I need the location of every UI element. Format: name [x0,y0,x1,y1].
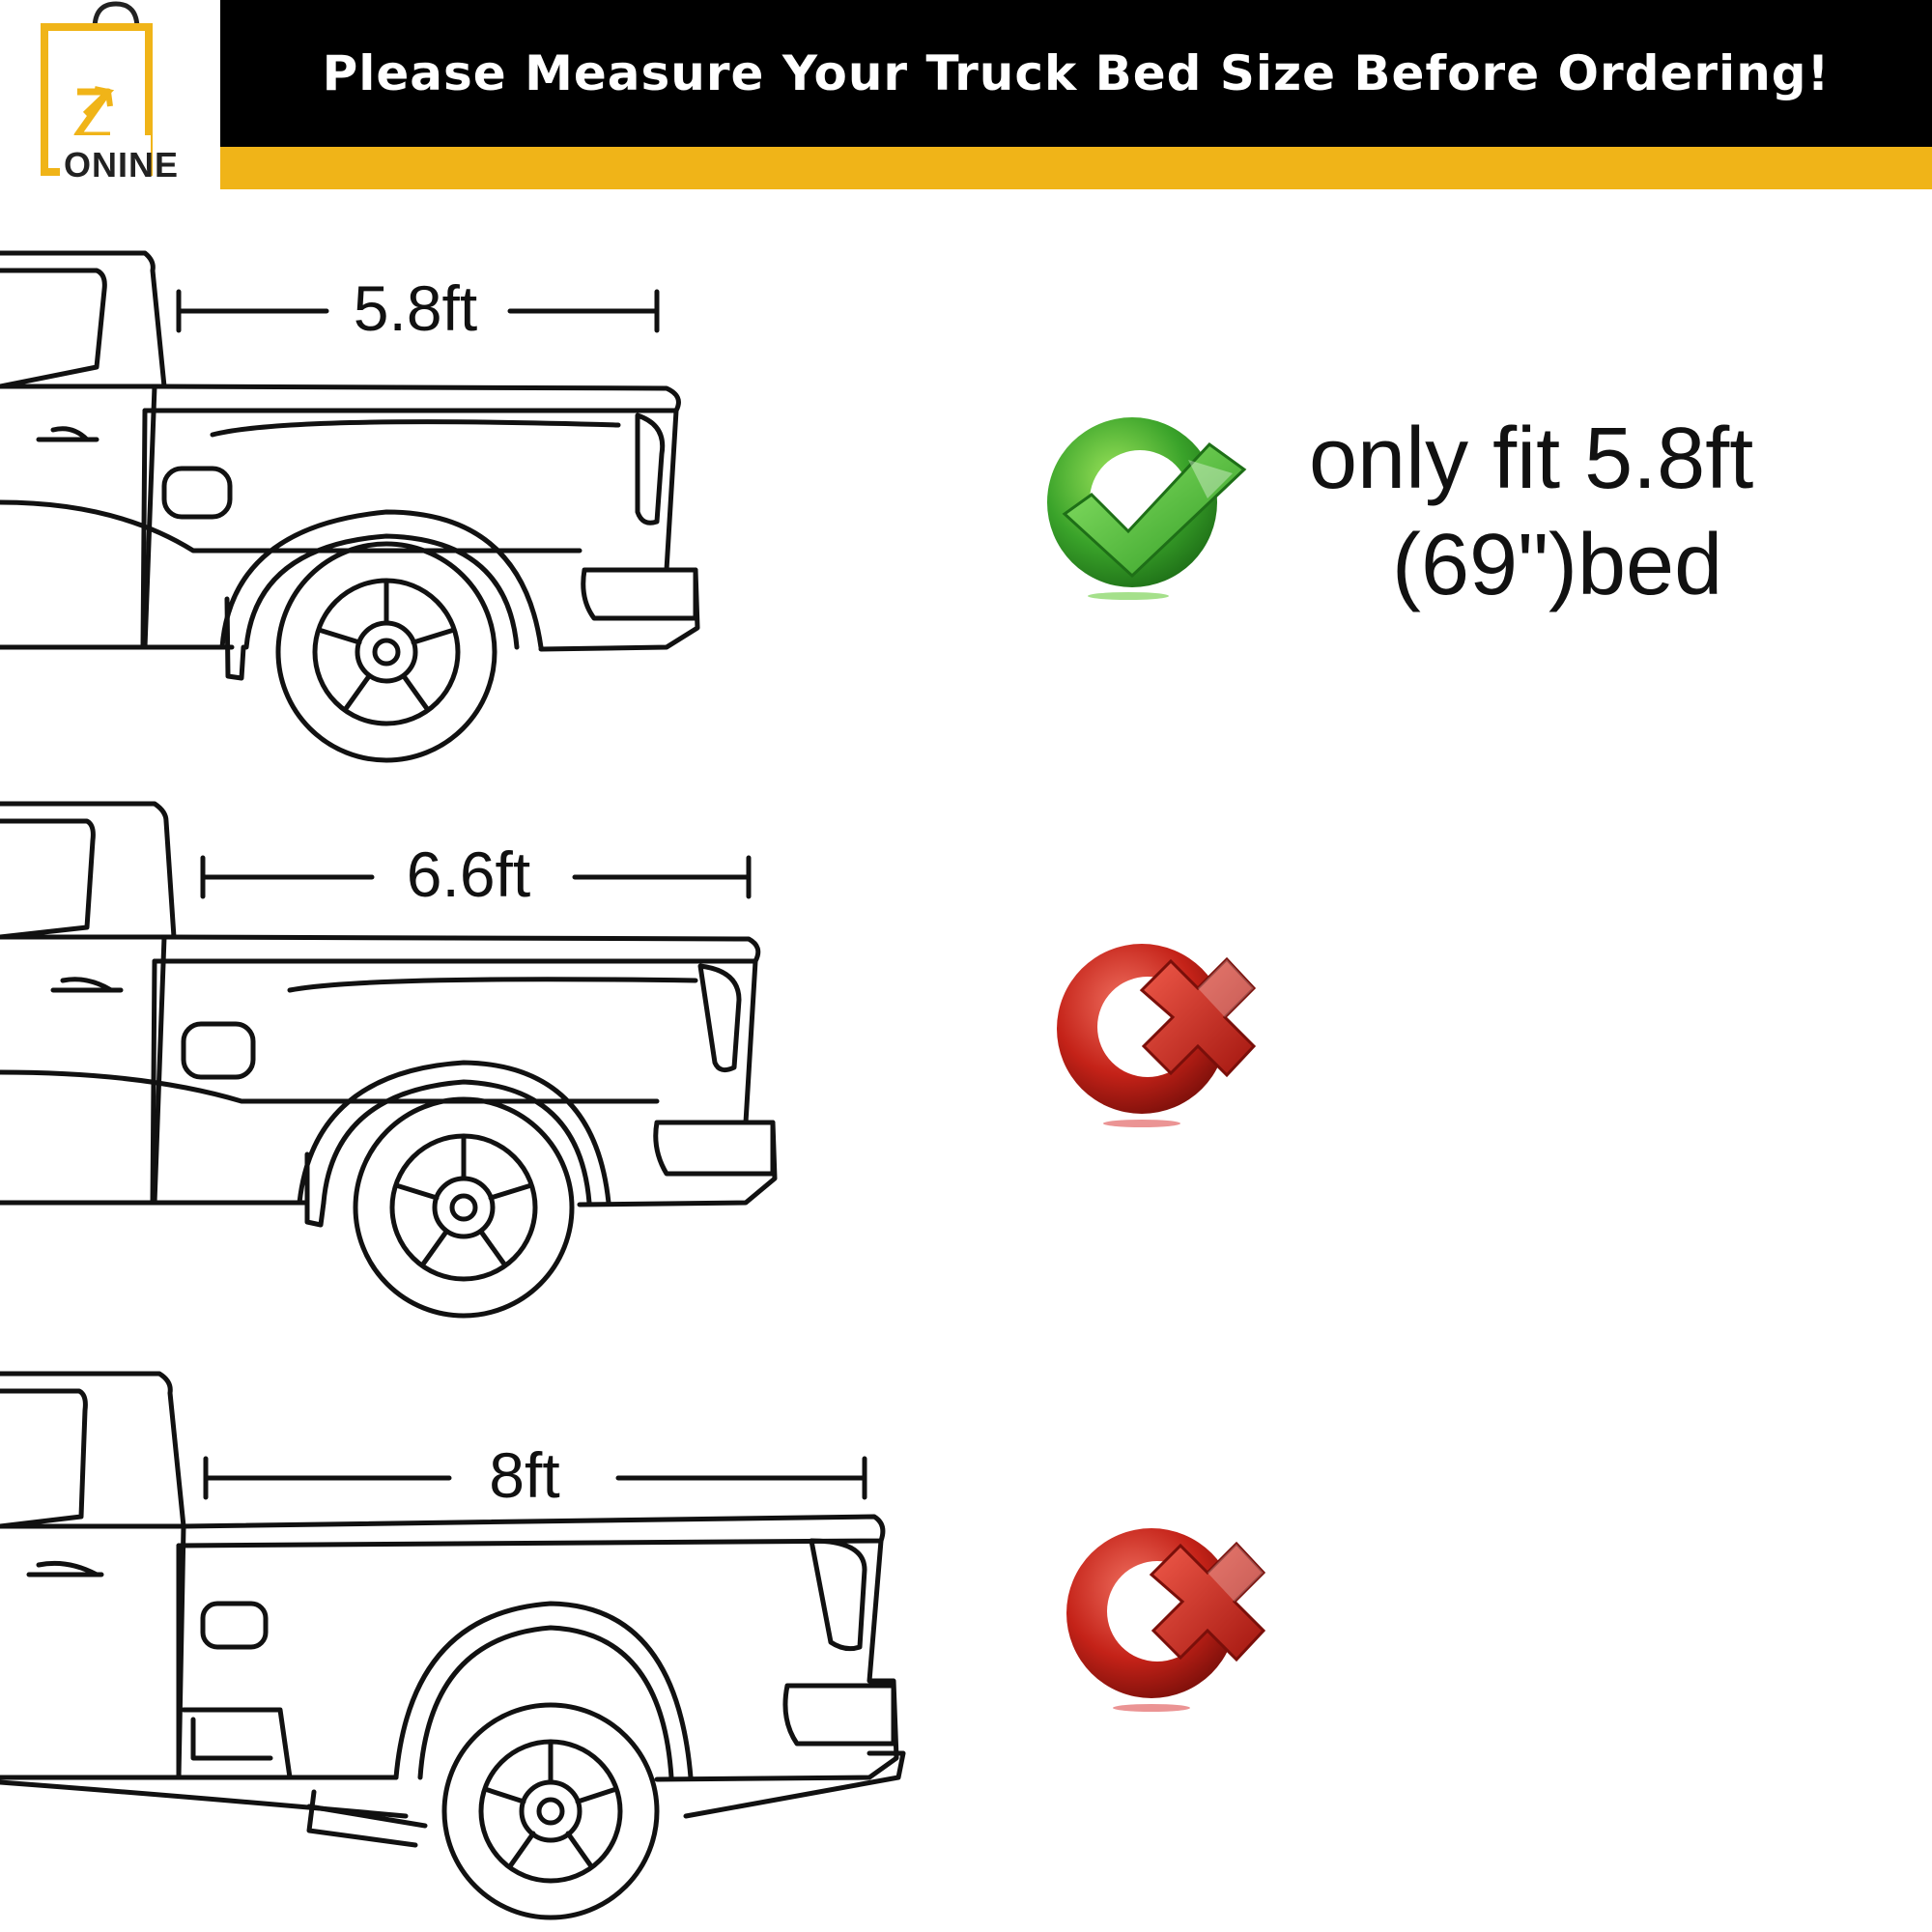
truck-row-8ft [0,1352,966,1932]
fit-note [1309,406,1850,618]
brand-logo [0,0,220,189]
bed-length-label: 5.8ft [336,276,495,340]
brand-name: ONINE [64,145,180,185]
banner-accent-stripe [220,147,1932,189]
green-check-icon [1043,406,1256,618]
pickup-truck-illustration [0,1352,927,1932]
header-banner [220,0,1932,147]
truck-row-6-6ft [0,792,966,1333]
fit-note-line-2: (69")bed [1392,517,1723,613]
truck-row-5-8ft [0,232,966,773]
fit-note-line-1: only fit 5.8ft [1309,411,1754,507]
red-x-icon [1063,1517,1275,1729]
bed-length-label: 6.6ft [389,842,548,906]
bed-length-label: 8ft [471,1443,577,1507]
red-x-icon [1053,932,1265,1145]
banner-title: Please Measure Your Truck Bed Size Before Ordering! [322,45,1831,101]
